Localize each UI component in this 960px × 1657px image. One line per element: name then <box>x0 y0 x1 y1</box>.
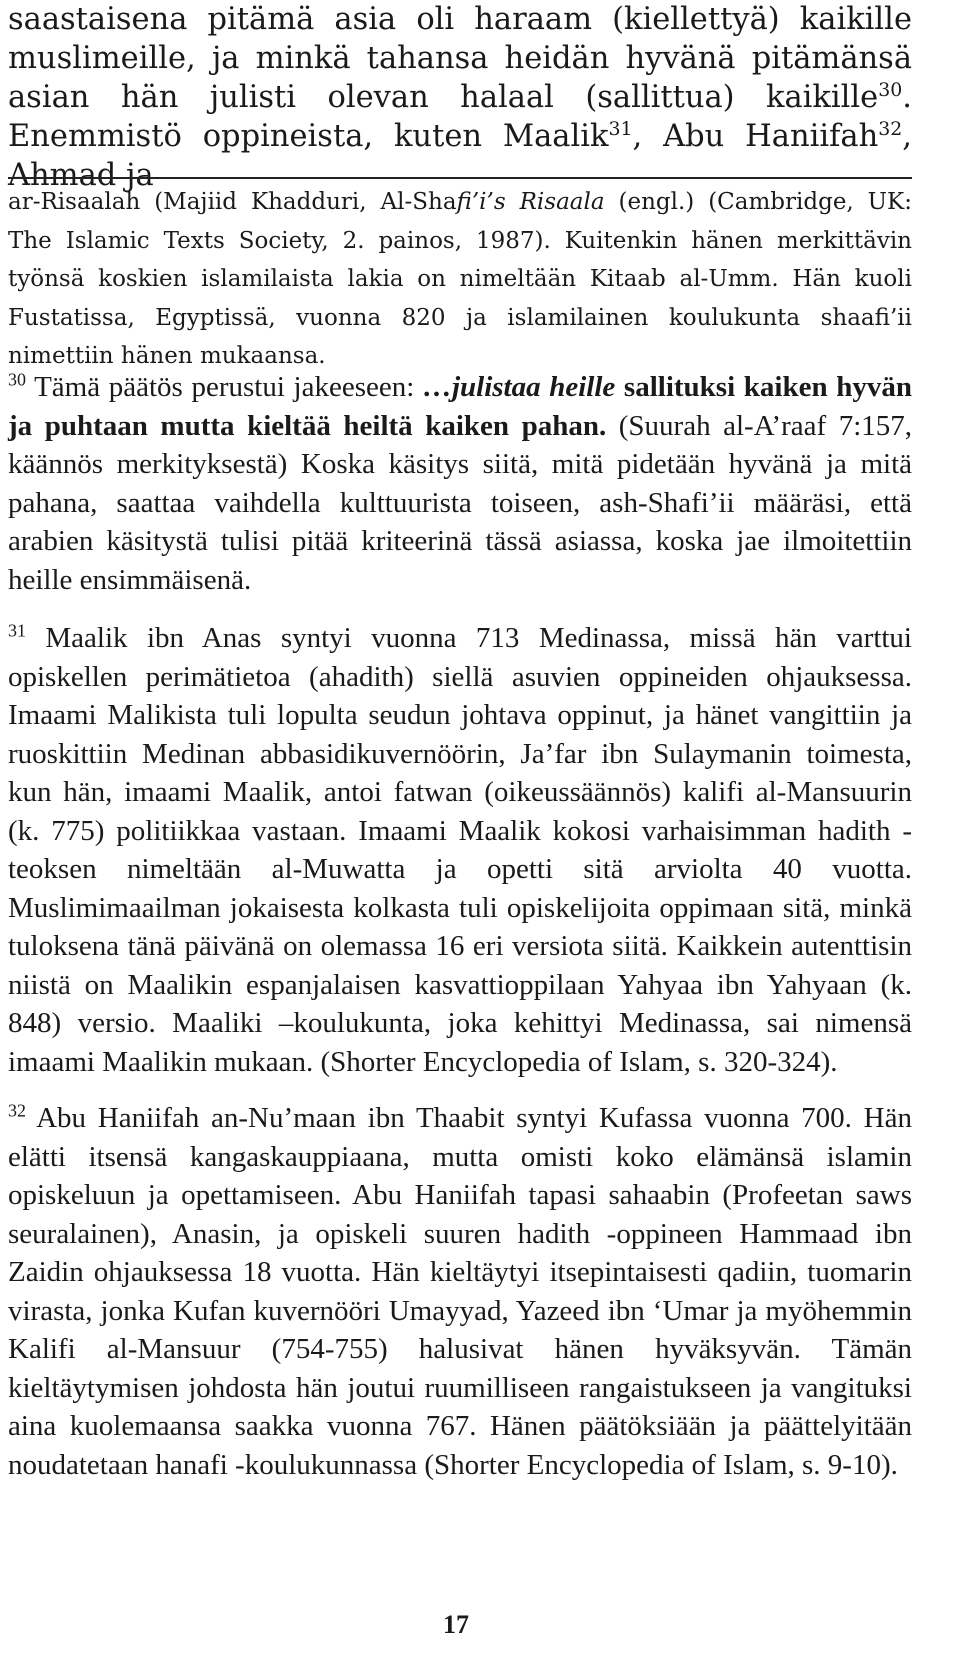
footnote-number: 30 <box>8 369 26 390</box>
footnote-ref-30: 30 <box>878 78 903 101</box>
footnote-italic-title: fi’i’s Risaala <box>456 189 605 215</box>
quote-bold: sallituksi kaiken hyvän ja puhtaan mutta kieltää heiltä kaiken pahan. <box>8 371 912 442</box>
body-text-segment: , Ahmad ja <box>8 119 912 193</box>
footnote-text: ar-Risaalah (Majiid Khadduri, Al-Sha <box>8 189 457 215</box>
footnote-text: Abu Haniifah an-Nu’maan ibn Thaabit syntyi Kufassa vuonna 700. Hän elätti itsensä kangaskauppiaana, mutta omisti koko elämänsä islamin opiskeluun ja opettamiseen. Abu Haniifah tapasi sahaabin (Profeetan saws seuralainen), Anasin, ja opiskeli suuren hadith -oppineen Hammaad ibn Zaidin ohjauksessa 18 vuotta. Hän kieltäytyi itsepintaisesti qadiin, tuomarin virasta, jonka Kufan kuvernööri Umayyad, Yazeed ibn ‘Umar ja myöhemmin Kalifi al-Mansuur (754-755) halusivat hänen hyväksyvän. Tämän kieltäytymisen johdosta hän joutui ruumilliseen rangaistukseen ja vangituksi aina kuolemaansa saakka vuonna 767. Hänen päätöksiään ja päättelyitään noudatetaan hanafi -koulukunnassa (Shorter Encyclopedia of Islam, s. 9-10). <box>8 1102 912 1481</box>
body-text-segment: saastaisena pitämä asia oli haraam (kiellettyä) kaikille muslimeille, ja minkä tahansa heidän hyvänä pitämänsä asian hän julisti olevan halaal (sallittua) kaikille <box>8 2 912 115</box>
page-number: 17 <box>443 1610 469 1639</box>
footnote-text: (Suurah al-A’raaf 7:157, käännös merkityksestä) Koska käsitys siitä, mitä pidetään hyvänä ja mitä pahana, saattaa vaihdella kulttuurista toiseen, ash-Shafi’ii määräsi, että arabien käsitystä tulisi pitää kriteerinä tässä asiassa, koska jae ilmoitettiin heille ensimmäisenä. <box>8 409 912 596</box>
footnote-separator <box>8 177 912 179</box>
body-text-segment: , Abu Haniifah <box>632 119 879 154</box>
footnote-text: Tämä päätös perustui jakeeseen: <box>25 371 423 403</box>
footnote-30 <box>8 368 912 599</box>
body-text <box>8 0 912 195</box>
footnote-text: (engl.) (Cambridge, UK: The Islamic Texts Society, 2. painos, 1987). Kuitenkin hänen merkittävin työnsä koskien islamilaista lakia on nimeltään Kitaab al-Umm. Hän kuoli Fustatissa, Egyptissä, vuonna 820 ja islamilainen koulukunta shaafi’ii nimettiin hänen mukaansa. <box>8 189 912 369</box>
footnote-31 <box>8 619 912 1081</box>
footnote-continuation <box>8 183 912 376</box>
footnote-number: 31 <box>8 620 26 641</box>
footnote-32 <box>8 1099 912 1484</box>
footnote-ref-31: 31 <box>608 117 633 140</box>
body-paragraph <box>8 0 912 195</box>
quote-italic: …julistaa heille <box>422 371 616 403</box>
footnote-text: Maalik ibn Anas syntyi vuonna 713 Medinassa, missä hän varttui opiskellen perimätietoa (ahadith) siellä asuvien oppineiden ohjauksessa. Imaami Malikista tuli lopulta seudun johtava oppinut, ja hänet vangittiin ja ruoskittiin Medinan abbasidikuvernöörin, Ja’far ibn Sulaymanin toimesta, kun hän, imaami Maalik, antoi fatwan (oikeussäännös) kalifi al-Mansuurin (k. 775) politiikkaa vastaan. Imaami Maalik kokosi varhaisimman hadith -teoksen nimeltään al-Muwatta ja opetti sitä arviolta 40 vuotta. Muslimimaailman jokaisesta kolkasta tuli opiskelijoita oppimaan sitä, minkä tuloksena tänä päivänä on olemassa 16 eri versiota siitä. Kaikkein autenttisin niistä on Maalikin espanjalaisen kasvattioppilaan Yahyaa ibn Yahyaan (k. 848) versio. Maaliki –koulukunta, joka kehittyi Medinassa, sai nimensä imaami Maalikin mukaan. (Shorter Encyclopedia of Islam, s. 320-324). <box>8 622 912 1078</box>
body-text-segment: . Enemmistö oppineista, kuten Maalik <box>8 80 912 154</box>
footnote-ref-32: 32 <box>878 117 903 140</box>
footnotes <box>8 368 912 1496</box>
footnote-number: 32 <box>8 1100 26 1121</box>
